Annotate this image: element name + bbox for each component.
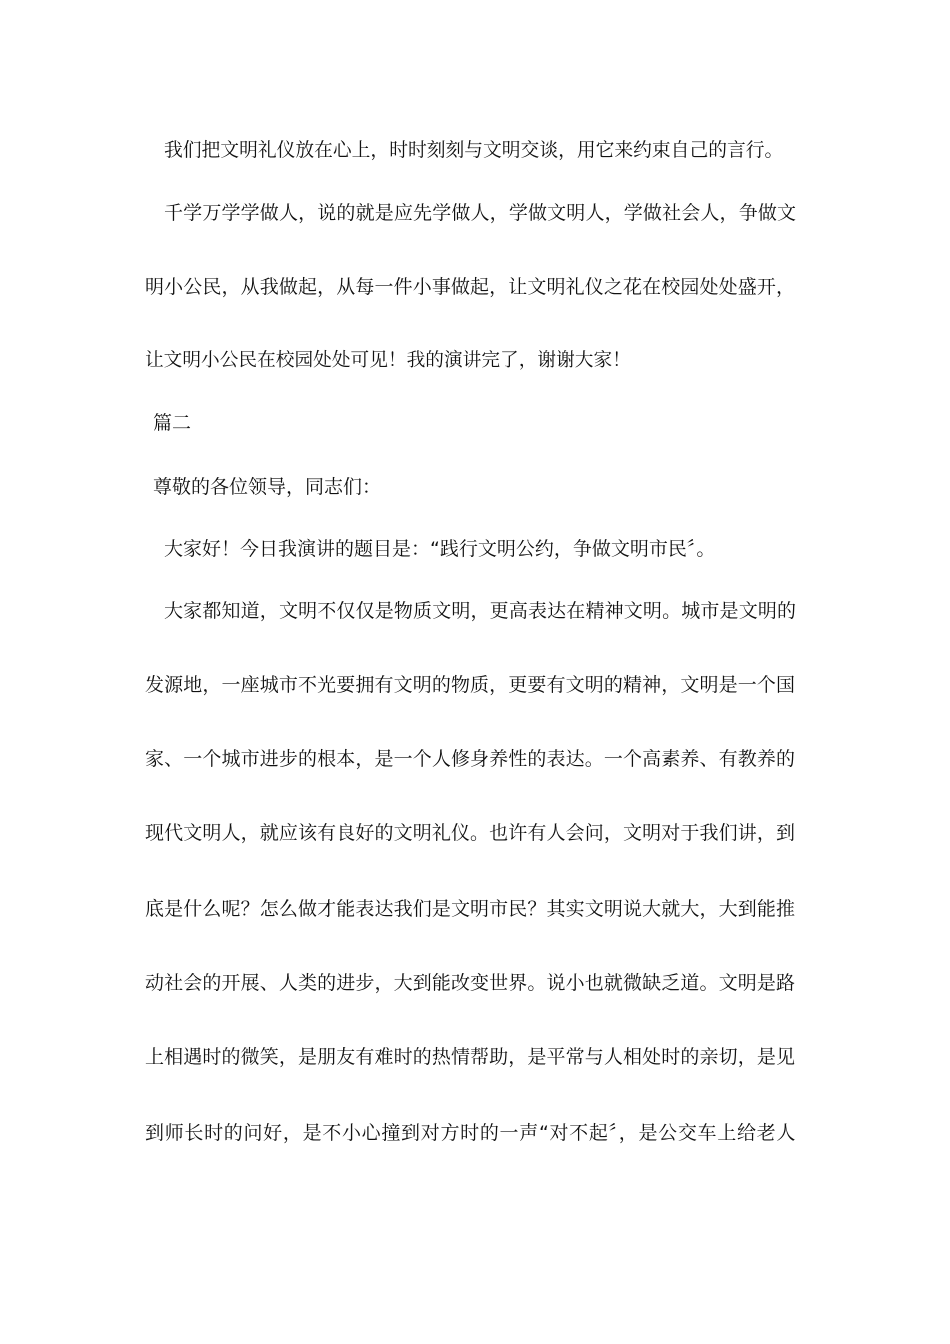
section-heading: 篇二 xyxy=(153,412,192,434)
paragraph-line-10: 家、一个城市进步的根本，是一个人修身养性的表达。一个高素养、有教养的 xyxy=(145,748,796,770)
paragraph-line-4: 让文明小公民在校园处处可见！我的演讲完了，谢谢大家！ xyxy=(145,350,631,371)
paragraph-line-9: 发源地，一座城市不光要拥有文明的物质，更要有文明的精神，文明是一个国 xyxy=(145,674,796,696)
paragraph-line-1: 我们把文明礼仪放在心上，时时刻刻与文明交谈，用它来约束自己的言行。 xyxy=(164,140,784,161)
paragraph-line-3: 明小公民，从我做起，从每一件小事做起，让文明礼仪之花在校园处处盛开， xyxy=(145,276,796,298)
paragraph-line-2: 千学万学学做人，说的就是应先学做人，学做文明人，学做社会人，争做文 xyxy=(164,202,797,224)
paragraph-line-11: 现代文明人，就应该有良好的文明礼仪。也许有人会问，文明对于我们讲，到 xyxy=(145,822,796,844)
paragraph-line-13: 动社会的开展、人类的进步，大到能改变世界。说小也就微缺乏道。文明是路 xyxy=(145,972,796,994)
salutation-line: 尊敬的各位领导，同志们： xyxy=(153,476,382,498)
paragraph-line-8: 大家都知道，文明不仅仅是物质文明，更高表达在精神文明。城市是文明的 xyxy=(164,600,797,622)
paragraph-line-14: 上相遇时的微笑，是朋友有难时的热情帮助，是平常与人相处时的亲切，是见 xyxy=(145,1046,796,1068)
paragraph-line-12: 底是什么呢？怎么做才能表达我们是文明市民？其实文明说大就大，大到能推 xyxy=(145,898,796,920)
paragraph-line-15: 到师长时的问好，是不小心撞到对方时的一声“对不起〞，是公交车上给老人 xyxy=(145,1122,797,1144)
speech-title-line: 大家好！今日我演讲的题目是：“践行文明公约，争做文明市民〞。 xyxy=(164,538,716,560)
